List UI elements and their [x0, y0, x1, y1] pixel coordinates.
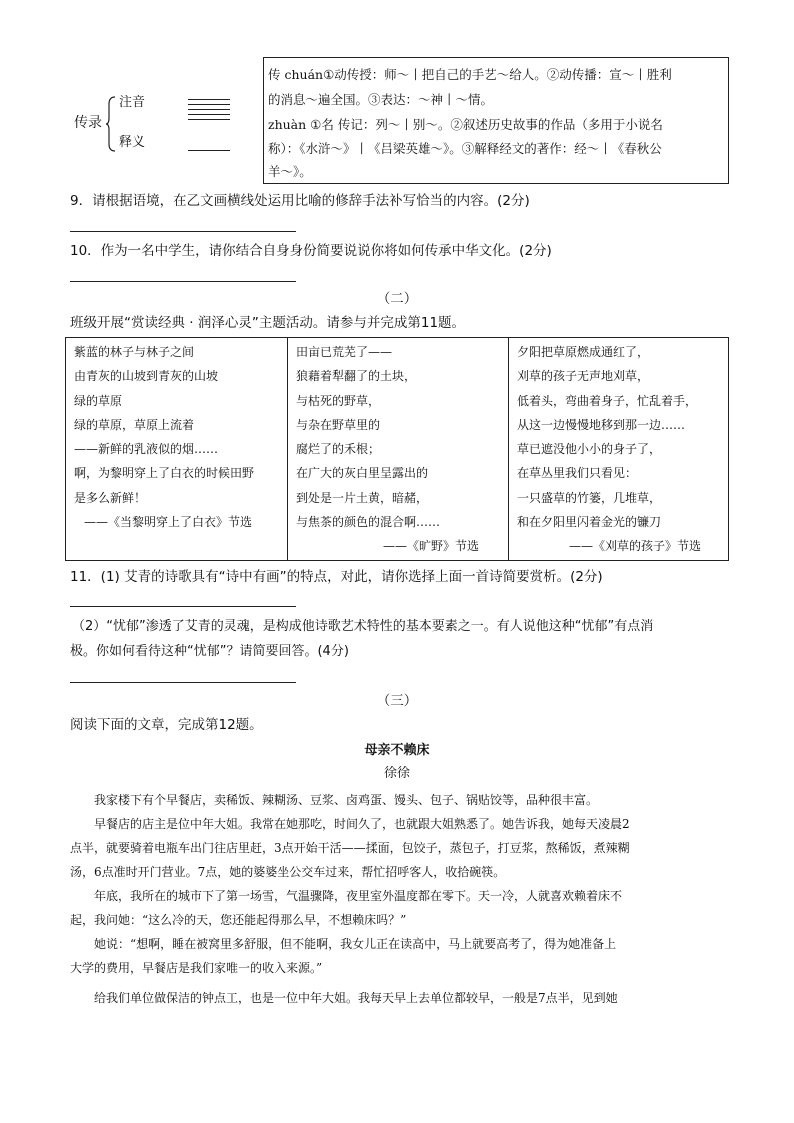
poem-line: 从这一边慢慢地移到那一边……	[517, 417, 686, 432]
answer-blank[interactable]	[188, 119, 230, 120]
poem-line: 与杂在野草里的	[296, 417, 381, 432]
article-title: 母亲不赖床	[364, 743, 430, 758]
article-paragraph-line: 我家楼下有个早餐店，卖稀饭、辣糊汤、豆浆、卤鸡蛋、馒头、包子、锅贴饺等，品种很丰富。	[70, 793, 599, 807]
question-11-2: 极。你如何看待这种“忧郁”？请简要回答。(4分)	[70, 644, 349, 659]
poem-line: 绿的草原，草原上流着	[74, 417, 195, 432]
poem-source: ——《旷野》节选	[383, 539, 480, 554]
answer-blank[interactable]	[188, 114, 230, 115]
dict-line: zhuàn ①名 传记：列～丨别～。②叙述历史故事的作品（多用于小说名	[268, 117, 663, 132]
answer-line[interactable]	[70, 606, 296, 607]
poem-line: 啊，为黎明穿上了白衣的时候田野	[74, 466, 255, 481]
poem-line: 狼藉着犁翻了的土块，	[296, 369, 417, 384]
poem-line: 是多么新鲜！	[74, 490, 147, 505]
poem-line: 田亩已荒芜了——	[296, 345, 393, 359]
answer-blank[interactable]	[188, 150, 230, 151]
brace-icon	[106, 96, 116, 152]
question-10: 10．作为一名中学生，请你结合自身身份简要说说你将如何传承中华文化。(2分)	[70, 243, 552, 259]
poem-source: ——《当黎明穿上了白衣》节选	[84, 515, 253, 530]
pronunciation-label: 注音	[119, 95, 146, 110]
section-intro: 阅读下面的文章，完成第12题。	[70, 717, 263, 733]
article-paragraph-line: 起，我问她：“这么冷的天，您还能起得那么早，不想赖床吗？”	[70, 913, 407, 927]
article-paragraph-line: 年底，我所在的城市下了第一场雪，气温骤降，夜里室外温度都在零下。天一冷，人就喜欢赖着床不	[70, 889, 623, 903]
poem-line: 与焦茶的颜色的混合啊……	[296, 515, 441, 530]
poem-line: 和在夕阳里闪着金光的镰刀	[517, 515, 662, 530]
poem-line: 在广大的灰白里呈露出的	[296, 466, 429, 481]
poem-table	[65, 337, 729, 561]
poem-line: 夕阳把草原燃成通红了，	[517, 345, 650, 359]
section-heading: （三）	[376, 693, 418, 709]
poem-line: 草已遮没他小小的身子了，	[517, 442, 662, 457]
question-11-1: 11．(1) 艾青的诗歌具有“诗中有画”的特点，对此，请你选择上面一首诗简要赏析。(2分)	[70, 569, 603, 585]
article-paragraph-line: 大学的费用，早餐店是我们家唯一的收入来源。”	[70, 961, 323, 975]
dict-line: 传 chuán①动传授：师～丨把自己的手艺～给人。②动传播：宣～丨胜利	[268, 67, 672, 82]
dict-line: 羊～》。	[268, 164, 312, 179]
poem-line: 由青灰的山坡到青灰的山坡	[74, 369, 219, 384]
answer-line[interactable]	[70, 682, 296, 683]
poem-line: 腐烂了的禾根；	[296, 442, 381, 457]
poem-line: ——新鲜的乳液似的烟……	[74, 442, 219, 457]
meaning-label: 释义	[119, 135, 146, 150]
answer-blank[interactable]	[188, 104, 230, 105]
poem-line: 刈草的孩子无声地刈草，	[517, 369, 650, 384]
section-heading: （二）	[376, 291, 418, 307]
poem-line: 紫蓝的林子与林子之间	[74, 345, 195, 359]
question-11-2: （2）“忧郁”渗透了艾青的灵魂，是构成他诗歌艺术特性的基本要素之一。有人说他这种“忧郁”有点消	[72, 619, 654, 634]
answer-line[interactable]	[70, 281, 296, 282]
article-author: 徐徐	[383, 766, 410, 781]
poem-line: 一只盛草的竹篓，几堆草，	[517, 490, 662, 505]
answer-blank[interactable]	[188, 99, 230, 100]
dict-line: 称）：《水浒～》丨《吕梁英雄～》。③解释经文的著作：经～丨《春秋公	[268, 141, 662, 156]
poem-line: 绿的草原	[74, 393, 123, 408]
poem-column	[508, 338, 730, 560]
article-paragraph-line: 她说：“想啊，睡在被窝里多舒服，但不能啊，我女儿正在读高中，马上就要高考了，得为她准备上	[70, 937, 617, 951]
article-paragraph-line: 汤，6点准时开门营业。7点，她的婆婆坐公交车过来，帮忙招呼客人，收拾碗筷。	[70, 865, 506, 879]
answer-line[interactable]	[70, 231, 296, 232]
poem-line: 与枯死的野草，	[296, 393, 381, 408]
poem-column	[287, 338, 508, 560]
article-paragraph-line: 点半，就要骑着电瓶车出门往店里赶，3点开始干活——揉面，包饺子，蒸包子，打豆浆，熬稀饭，煮辣糊	[70, 841, 630, 855]
poem-line: 在草丛里我们只看见：	[517, 466, 638, 481]
article-paragraph-line: 给我们单位做保洁的钟点工，也是一位中年大姐。我每天早上去单位都较早，一般是7点半，见到她	[70, 991, 618, 1005]
section-intro: 班级开展“赏读经典 · 润泽心灵”主题活动。请参与并完成第11题。	[70, 315, 466, 331]
poem-line: 低着头，弯曲着身子，忙乱着手，	[517, 393, 698, 408]
dict-word: 传录	[74, 115, 102, 131]
poem-source: ——《刈草的孩子》节选	[569, 539, 702, 554]
dict-line: 的消息～遍全国。③表达：～神丨～情。	[268, 92, 494, 107]
poem-column	[66, 338, 287, 560]
poem-line: 到处是一片土黄，暗赭，	[296, 490, 429, 505]
article-paragraph-line: 早餐店的店主是位中年大姐。我常在她那吃，时间久了，也就跟大姐熟悉了。她告诉我，她每天凌晨2	[70, 817, 630, 831]
answer-blank[interactable]	[188, 109, 230, 110]
question-9: 9．请根据语境，在乙文画横线处运用比喻的修辞手法补写恰当的内容。(2分)	[70, 193, 530, 209]
